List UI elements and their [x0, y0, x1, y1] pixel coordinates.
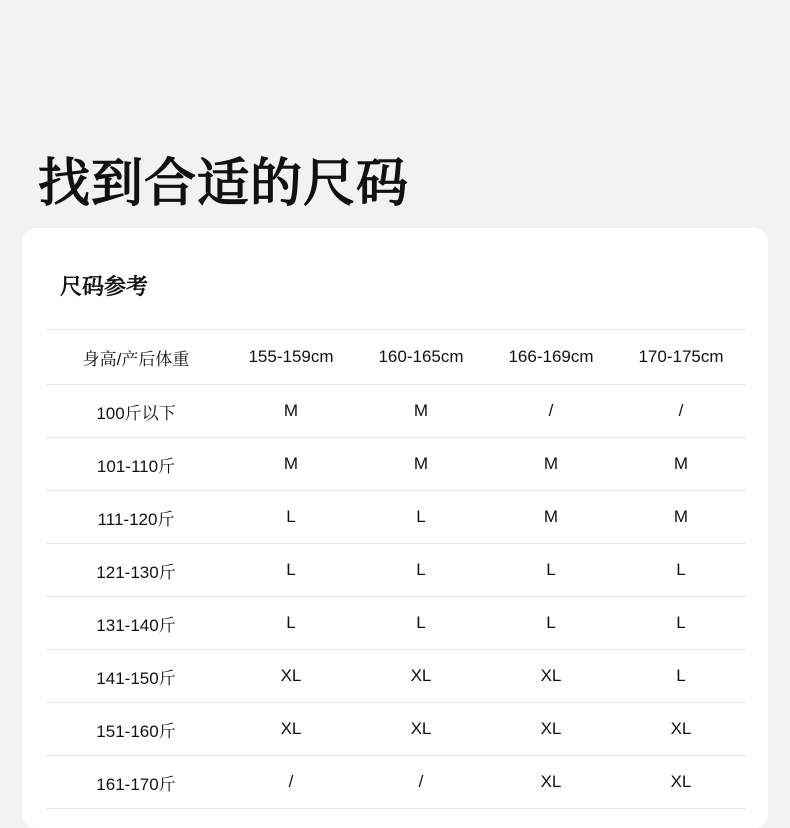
table-cell: L — [616, 544, 746, 597]
table-row — [46, 544, 746, 597]
size-reference-card — [22, 228, 768, 828]
table-cell: L — [226, 491, 356, 544]
table-cell: XL — [486, 756, 616, 809]
table-cell: L — [226, 544, 356, 597]
table-cell: M — [356, 438, 486, 491]
table-row — [46, 597, 746, 650]
table-cell: M — [486, 438, 616, 491]
table-cell: XL — [616, 756, 746, 809]
table-header — [46, 330, 746, 385]
table-cell: / — [356, 756, 486, 809]
table-row-label: 121-130斤 — [46, 544, 226, 597]
table-header-cell-height-3: 166-169cm — [486, 330, 616, 385]
table-cell: XL — [226, 703, 356, 756]
table-cell: / — [486, 385, 616, 438]
table-row — [46, 650, 746, 703]
table-cell: M — [356, 385, 486, 438]
table-cell: M — [616, 491, 746, 544]
table-row-label: 161-170斤 — [46, 756, 226, 809]
table-cell: L — [616, 650, 746, 703]
table-header-cell-height-2: 160-165cm — [356, 330, 486, 385]
table-cell: XL — [486, 650, 616, 703]
table-row — [46, 703, 746, 756]
table-cell: XL — [356, 650, 486, 703]
table-row — [46, 756, 746, 809]
table-cell: M — [486, 491, 616, 544]
table-cell: XL — [486, 703, 616, 756]
table-cell: L — [356, 544, 486, 597]
table-cell: M — [226, 438, 356, 491]
table-row — [46, 491, 746, 544]
table-cell: L — [356, 597, 486, 650]
table-cell: M — [226, 385, 356, 438]
table-cell: XL — [616, 703, 746, 756]
table-row — [46, 385, 746, 438]
table-cell: L — [226, 597, 356, 650]
table-cell: L — [356, 491, 486, 544]
table-cell: XL — [226, 650, 356, 703]
table-row-label: 111-120斤 — [46, 491, 226, 544]
table-cell: M — [616, 438, 746, 491]
table-header-cell-height-1: 155-159cm — [226, 330, 356, 385]
size-chart-table — [46, 329, 746, 809]
table-cell: L — [616, 597, 746, 650]
table-row-label: 151-160斤 — [46, 703, 226, 756]
table-cell: / — [226, 756, 356, 809]
table-row-label: 141-150斤 — [46, 650, 226, 703]
table-row-label: 131-140斤 — [46, 597, 226, 650]
table-cell: L — [486, 597, 616, 650]
page-title: 找到合适的尺码 — [38, 154, 410, 213]
card-title: 尺码参考 — [60, 274, 149, 299]
table-cell: XL — [356, 703, 486, 756]
table-body — [46, 385, 746, 809]
table-cell: L — [486, 544, 616, 597]
table-header-row — [46, 330, 746, 385]
table-header-cell-metric: 身高/产后体重 — [46, 330, 226, 385]
table-header-cell-height-4: 170-175cm — [616, 330, 746, 385]
table-row — [46, 438, 746, 491]
table-cell: / — [616, 385, 746, 438]
table-row-label: 100斤以下 — [46, 385, 226, 438]
table-row-label: 101-110斤 — [46, 438, 226, 491]
